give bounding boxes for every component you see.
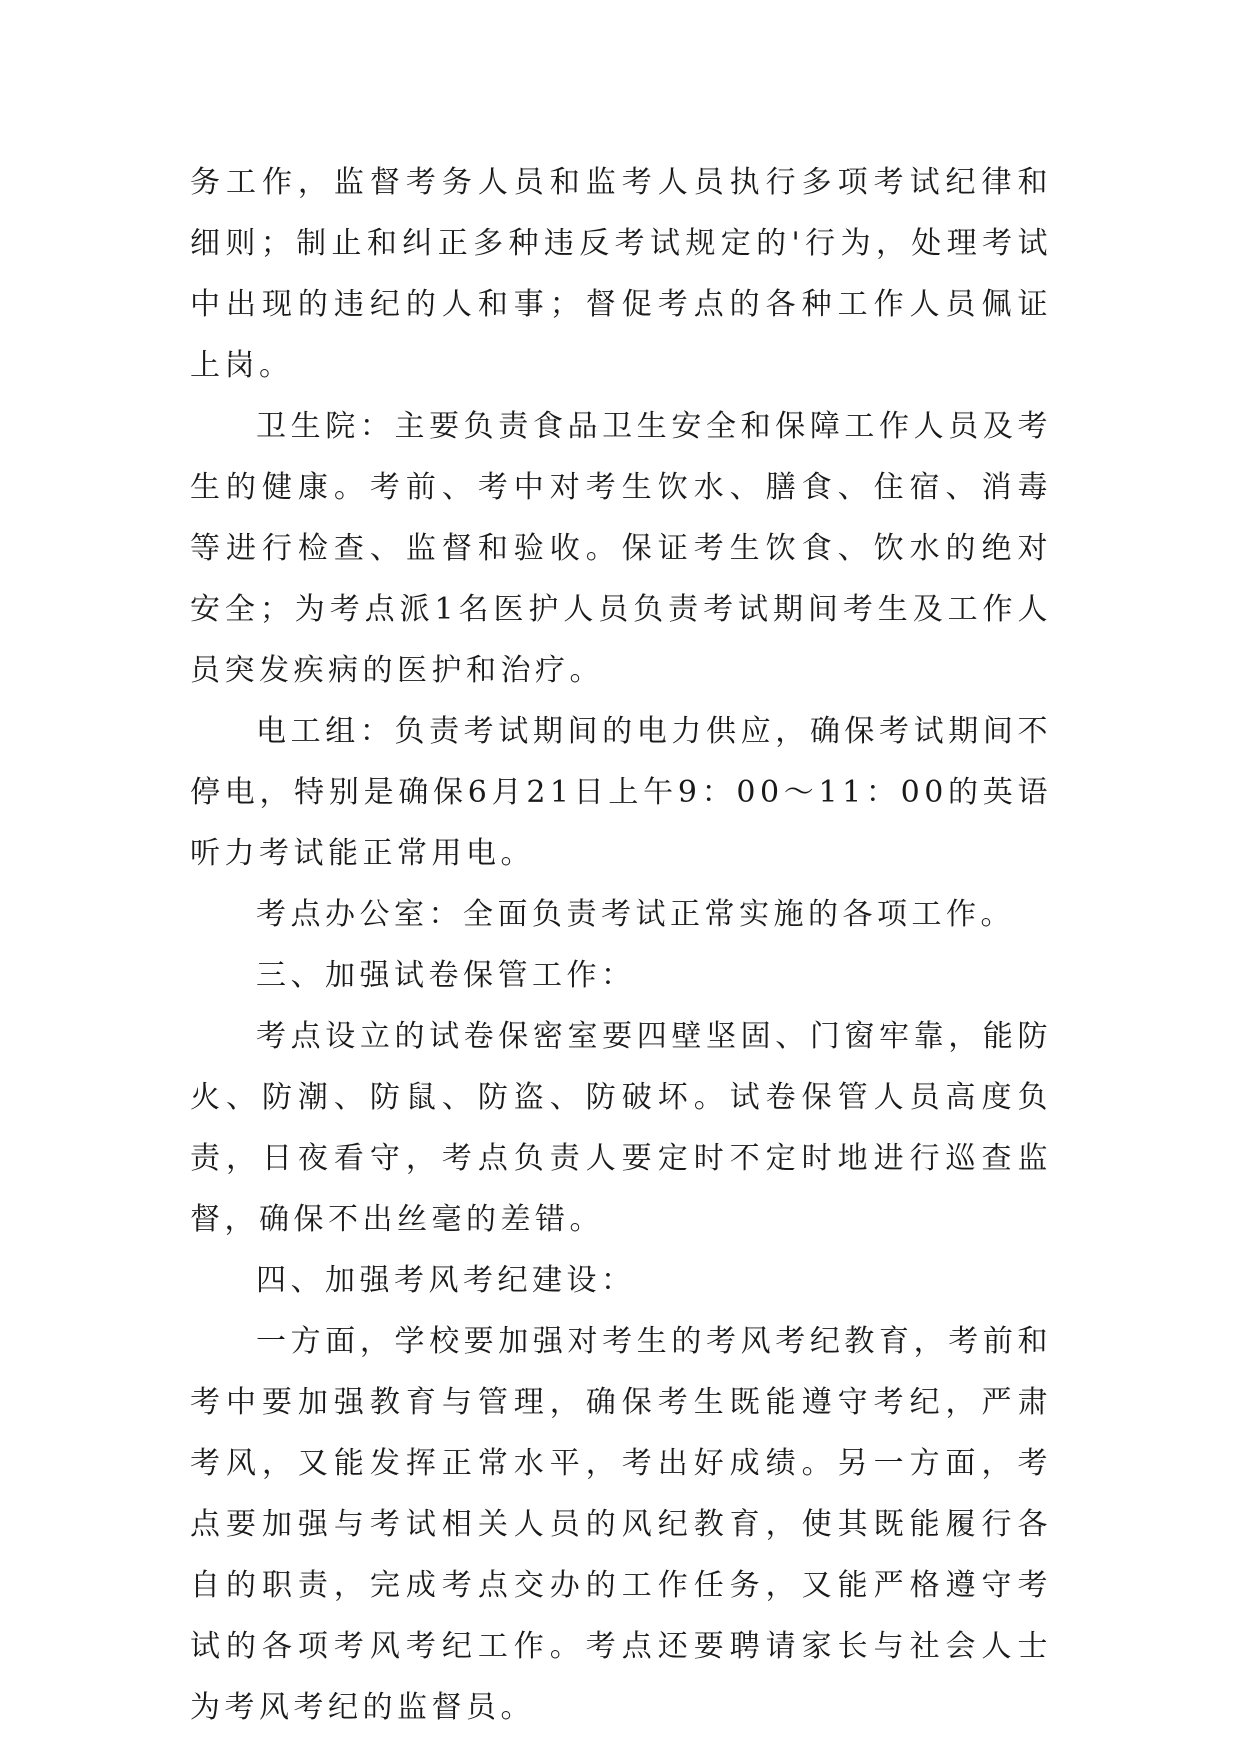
paragraph-health-clinic: 卫生院：主要负责食品卫生安全和保障工作人员及考生的健康。考前、考中对考生饮水、膳食、住宿、消毒等进行检查、监督和验收。保证考生饮食、饮水的绝对安全；为考点派1名医护人员负责考试期间考生及工作人员突发疾病的医护和治疗。 [190,409,1052,688]
section-heading-paper-custody: 三、加强试卷保管工作： [256,958,636,993]
paragraph-exam-office: 考点办公室：全面负责考试正常实施的各项工作。 [256,897,1015,932]
section-heading-exam-discipline: 四、加强考风考纪建设： [256,1263,636,1298]
paragraph-exam-discipline: 一方面，学校要加强对考生的考风考纪教育，考前和考中要加强教育与管理，确保考生既能遵守考纪，严肃考风，又能发挥正常水平，考出好成绩。另一方面，考点要加强与考试相关人员的风纪教育，使其既能履行各自的职责，完成考点交办的工作任务，又能严格遵守考试的各项考风考纪工作。考点还要聘请家长与社会人士为考风考纪的监督员。 [190,1324,1052,1725]
paragraph-paper-custody: 考点设立的试卷保密室要四壁坚固、门窗牢靠，能防火、防潮、防鼠、防盗、防破坏。试卷保管人员高度负责，日夜看守，考点负责人要定时不定时地进行巡查监督，确保不出丝毫的差错。 [190,1019,1052,1237]
paragraph-electrician-team: 电工组：负责考试期间的电力供应，确保考试期间不停电，特别是确保6月21日上午9：00～11：00的英语听力考试能正常用电。 [190,714,1052,871]
paragraph-exam-supervision: 务工作，监督考务人员和监考人员执行多项考试纪律和细则；制止和纠正多种违反考试规定的'行为，处理考试中出现的违纪的人和事；督促考点的各种工作人员佩证上岗。 [190,165,1052,383]
document-body [190,152,1052,1738]
